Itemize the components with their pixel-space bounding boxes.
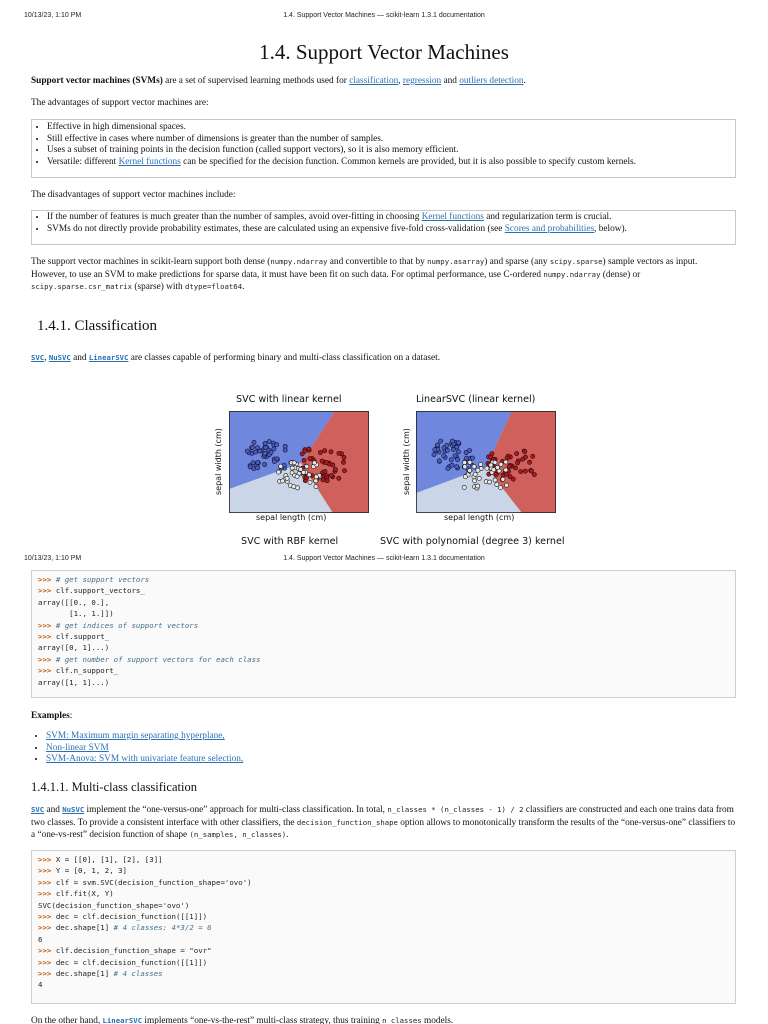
list-item (46, 743, 243, 755)
scatter-point (321, 478, 325, 482)
code-line (38, 665, 729, 676)
code-prompt: >>> (38, 877, 56, 887)
link-scores-probabilities[interactable]: Scores and probabilities (504, 223, 595, 234)
scatter-point (490, 452, 494, 456)
code-prompt: >>> (38, 957, 56, 967)
print-header (24, 12, 744, 22)
scatter-point (456, 450, 460, 454)
code-prompt: >>> (38, 946, 56, 956)
code-block-multiclass (31, 850, 736, 1004)
scatter-point (493, 460, 497, 464)
scatter-point (467, 449, 471, 453)
scatter-point (488, 480, 492, 484)
sep: , (44, 353, 49, 363)
scatter-point (323, 449, 327, 453)
scatter-point (285, 476, 289, 480)
code-prompt: >>> (38, 889, 56, 899)
inline-code: scipy.sparse (549, 257, 603, 266)
item-text: , below). (594, 223, 627, 234)
sparse-text: and convertible to that by (327, 257, 428, 267)
scatter-point (305, 464, 309, 468)
code-line (38, 888, 729, 899)
figure-ylabel: sepal width (cm) (402, 428, 411, 495)
scatter-point (513, 466, 517, 470)
code-line (38, 979, 729, 990)
scatter-point (523, 450, 527, 454)
code-line (38, 608, 729, 619)
advantages-list (32, 122, 735, 168)
section-heading-classification: 1.4.1. Classification (37, 318, 157, 334)
code-text: clf.decision_function_shape = "ovr" (55, 946, 212, 956)
code-text: clf.support_ (55, 631, 110, 641)
print-doc-title: 1.4. Support Vector Machines — scikit-learn 1.3.1 documentation (283, 12, 485, 19)
link-kernel-functions[interactable]: Kernel functions (421, 212, 484, 222)
scatter-point (302, 458, 306, 462)
scatter-point (256, 466, 260, 470)
link-example-max-margin[interactable]: SVM: Maximum margin separating hyperplane, (46, 731, 225, 741)
scatter-point (267, 440, 271, 444)
code-text: Y = [0, 1, 2, 3] (55, 866, 128, 876)
code-line (38, 934, 729, 945)
scatter-point (252, 440, 256, 444)
scatter-point (295, 474, 299, 478)
disadvantages-heading: The disadvantages of support vector machines include: (31, 190, 236, 200)
print-doc-title: 1.4. Support Vector Machines — scikit-learn 1.3.1 documentation (283, 555, 485, 562)
scatter-point (495, 465, 499, 469)
examples-list (31, 731, 243, 766)
code-line (38, 968, 729, 979)
scatter-point (314, 475, 318, 479)
scatter-point (476, 484, 480, 488)
code-comment: # get indices of support vectors (55, 620, 199, 630)
figure-svc-poly (380, 536, 610, 546)
scatter-point (532, 473, 536, 477)
print-timestamp: 10/13/23, 1:10 PM (24, 12, 82, 19)
code-line (38, 585, 729, 596)
code-line (38, 574, 729, 585)
item-text: SVMs do not directly provide probability estimates, these are calculated using an expensive five-fold cross-validation (see (47, 223, 505, 234)
scatter-point (495, 483, 499, 487)
scatter-point (473, 472, 477, 476)
code-prompt: >>> (38, 666, 56, 676)
scatter-point (470, 456, 474, 460)
disadvantages-list (32, 212, 735, 235)
inline-code: numpy.asarray (427, 257, 485, 266)
list-item (46, 731, 243, 743)
decision-plot-2 (416, 411, 556, 513)
scatter-point (251, 461, 255, 465)
code-line (38, 654, 729, 665)
inline-code: numpy.ndarray (270, 257, 328, 266)
code-text: clf.fit(X, Y) (55, 889, 114, 899)
scatter-point (308, 457, 312, 461)
scatter-point (455, 457, 459, 461)
link-linearsvc[interactable]: LinearSVC (102, 1016, 143, 1024)
link-example-nonlinear-svm[interactable]: Non-linear SVM (46, 742, 109, 753)
code-line (38, 642, 729, 653)
scatter-point (308, 480, 312, 484)
advantages-heading: The advantages of support vector machines are: (31, 98, 209, 108)
code-text: array([1, 1]...) (38, 677, 110, 687)
scatter-point (450, 439, 454, 443)
intro-sep: , (398, 76, 403, 86)
scatter-point (250, 445, 254, 449)
scatter-point (432, 453, 436, 457)
scatter-point (528, 460, 532, 464)
list-item: • Uses a subset of training points in the decision function (called support vectors), so it is also memory efficient. (47, 145, 735, 157)
code-text: clf.n_support_ (55, 666, 119, 676)
bottom-text: models. (421, 1016, 454, 1024)
list-item (46, 754, 243, 766)
scatter-point (281, 479, 285, 483)
bottom-text: implements “one-vs-the-rest” multi-class strategy, thus training (142, 1016, 383, 1024)
link-nusvc[interactable]: NuSVC (48, 353, 71, 362)
scatter-point (299, 467, 303, 471)
multiclass-text: . (286, 830, 289, 841)
print-timestamp: 10/13/23, 1:10 PM (24, 555, 82, 562)
scatter-point (333, 467, 337, 471)
figure-svc-rbf (241, 536, 381, 546)
plot-area (416, 411, 556, 513)
link-svc[interactable]: SVC (31, 805, 45, 814)
inline-code: scipy.sparse.csr_matrix (31, 282, 133, 292)
scatter-point (463, 461, 467, 465)
scatter-point (320, 459, 324, 463)
code-prompt: >>> (38, 968, 56, 978)
scatter-point (307, 473, 311, 477)
scatter-point (515, 452, 519, 456)
scatter-point (508, 475, 512, 479)
scatter-point (275, 443, 279, 447)
code-line (38, 900, 729, 911)
code-prompt: >>> (38, 575, 56, 584)
code-prompt: >>> (38, 620, 56, 630)
page-title: 1.4. Support Vector Machines (259, 40, 509, 64)
scatter-point (258, 449, 262, 453)
sparse-text: . (242, 282, 245, 293)
sparse-text: ) and sparse (any (484, 257, 550, 267)
scatter-point (504, 472, 508, 476)
multiclass-text: implement the “one-versus-one” approach for multi-class classification. In total, (84, 805, 388, 815)
code-line (38, 911, 729, 922)
disadvantages-box (31, 210, 736, 245)
scatter-point (303, 449, 307, 453)
scatter-point (507, 465, 511, 469)
scatter-point (329, 473, 333, 477)
code-text: array([0, 1]...) (38, 643, 110, 653)
code-text: clf.support_vectors_ (55, 586, 145, 596)
scatter-point (337, 476, 341, 480)
scatter-point (292, 485, 296, 489)
code-prompt: >>> (38, 654, 56, 664)
inline-code: n_classes * (n_classes - 1) / 2 (387, 805, 524, 814)
scatter-point (312, 461, 316, 465)
decision-plot-1 (229, 411, 369, 513)
scatter-point (292, 461, 296, 465)
figure-linearsvc (400, 394, 560, 534)
figure-ylabel: sepal width (cm) (214, 428, 223, 495)
scatter-point (485, 466, 489, 470)
scatter-point (324, 460, 328, 464)
scatter-point (314, 485, 318, 489)
scatter-point (472, 465, 476, 469)
list-item: • Still effective in cases where number of dimensions is greater than the number of samples. (47, 134, 735, 146)
scatter-point (256, 460, 260, 464)
code-line (38, 945, 729, 956)
code-prompt: >>> (38, 923, 56, 933)
inline-code: n_classes (382, 1016, 422, 1024)
scatter-point (501, 477, 505, 481)
scatter-point (248, 465, 252, 469)
figure-svc-linear (214, 394, 374, 534)
scatter-point (505, 483, 509, 487)
scatter-point (245, 449, 249, 453)
scatter-point (529, 469, 533, 473)
link-kernel-functions[interactable]: Kernel functions (118, 156, 181, 167)
scatter-point (307, 447, 311, 451)
code-line (38, 865, 729, 876)
link-svc[interactable]: SVC (31, 353, 45, 362)
page-2 (0, 548, 768, 1024)
scatter-point (476, 468, 480, 472)
scatter-point (290, 466, 294, 470)
item-text: and regularization term is crucial. (483, 212, 612, 222)
scatter-point (442, 446, 446, 450)
code-lines (38, 574, 729, 688)
code-line (38, 620, 729, 631)
code-line (38, 631, 729, 642)
code-prompt: >>> (38, 855, 56, 864)
scatter-point (463, 475, 467, 479)
scatter-point (325, 479, 329, 483)
scatter-point (462, 485, 466, 489)
scatter-point (479, 462, 483, 466)
scatter-point (439, 439, 443, 443)
scatter-point (498, 486, 502, 490)
scatter-point (331, 463, 335, 467)
scatter-point (342, 469, 346, 473)
multiclass-text: and (44, 805, 63, 815)
scatter-point (473, 479, 477, 483)
scatter-point (314, 479, 318, 483)
link-example-svm-anova[interactable]: SVM-Anova: SVM with univariate feature selection, (46, 754, 244, 765)
code-text: SVC(decision_function_shape='ovo') (38, 900, 190, 910)
scatter-point (504, 460, 508, 464)
scatter-point (329, 450, 333, 454)
sparse-text: (sparse) with (132, 282, 185, 293)
scatter-point (435, 443, 439, 447)
scatter-point (455, 465, 459, 469)
inline-code: decision_function_shape (296, 817, 398, 827)
sparse-paragraph (31, 256, 721, 294)
scatter-point (318, 450, 322, 454)
advantages-box (31, 119, 736, 178)
scatter-point (272, 460, 276, 464)
scatter-point (450, 463, 454, 467)
scatter-point (468, 460, 472, 464)
figure-title: SVC with polynomial (degree 3) kernel (380, 536, 565, 546)
scatter-point (449, 458, 453, 462)
scatter-point (504, 468, 508, 472)
scatter-point (323, 469, 327, 473)
scatter-point (519, 470, 523, 474)
examples-label (31, 711, 731, 723)
scatter-point (433, 448, 437, 452)
examples-label-text: Examples (31, 711, 70, 721)
scatter-point (442, 454, 446, 458)
scatter-point (505, 456, 509, 460)
scatter-point (468, 468, 472, 472)
code-line (38, 877, 729, 888)
intro-end: . (523, 76, 526, 86)
sparse-text: (dense) or (600, 269, 641, 280)
scatter-point (341, 460, 345, 464)
scatter-point (477, 476, 481, 480)
intro-text: are a set of supervised learning methods used for (162, 76, 350, 86)
scatter-point (493, 478, 497, 482)
figure-title: SVC with RBF kernel (241, 536, 339, 546)
code-comment: # get support vectors (55, 575, 150, 584)
scatter-point (521, 457, 525, 461)
scatter-point (531, 454, 535, 458)
link-outliers-detection[interactable]: outliers detection (459, 76, 524, 86)
scatter-point (342, 455, 346, 459)
code-prompt: >>> (38, 586, 56, 596)
code-text: 4 (38, 980, 43, 990)
figure-title: SVC with linear kernel (236, 394, 342, 405)
intro-bold: Support vector machines (SVMs) (31, 76, 163, 86)
inline-code: dtype=float64 (184, 282, 243, 292)
scatter-point (263, 462, 267, 466)
code-text: X = [[0], [1], [2], [3]] (55, 855, 163, 864)
scatter-point (264, 446, 268, 450)
scatter-point (499, 462, 503, 466)
scatter-point (453, 454, 457, 458)
examples-colon: : (69, 711, 73, 721)
figure-xlabel: sepal length (cm) (256, 513, 327, 522)
code-line (38, 597, 729, 608)
code-comment: # 4 classes (113, 968, 163, 978)
item-text: Versatile: different (47, 156, 119, 167)
scatter-point (457, 441, 461, 445)
scatter-point (437, 459, 441, 463)
intro-sep: and (441, 76, 460, 86)
linearsvc-paragraph (31, 1015, 731, 1024)
figure-xlabel: sepal length (cm) (444, 513, 515, 522)
link-nusvc[interactable]: NuSVC (62, 805, 85, 814)
list-item (47, 212, 735, 224)
scatter-point (337, 451, 341, 455)
multiclass-paragraph (31, 804, 736, 842)
classification-text: are classes capable of performing binary and multi-class classification on a dataset. (128, 353, 441, 363)
item-text: can be specified for the decision function. Common kernels are provided, but it is also possible to specify custom kernels. (180, 156, 636, 167)
scatter-point (263, 441, 267, 445)
scatter-point (489, 463, 493, 467)
plot-area (229, 411, 369, 513)
scatter-point (269, 450, 273, 454)
scatter-point (276, 470, 280, 474)
item-text: If the number of features is much greater than the number of samples, avoid over-fitting in choosing (47, 212, 422, 222)
sparse-text: The support vector machines in scikit-learn support both dense ( (31, 257, 271, 267)
sparse-text: ) sample vectors as input. However, to use an SVM to make predictions for sparse data, it must have been fit on such data. For optimal performance, use C-ordered (31, 257, 698, 280)
code-prompt: >>> (38, 911, 56, 921)
code-prompt: >>> (38, 866, 56, 876)
multiclass-text: option allows to monotonically transform the results of the “one-versus-one” classifiers to a “one-vs-rest” decision function of shape (31, 817, 736, 841)
scatter-point (523, 469, 527, 473)
sep: and (70, 353, 89, 363)
section-heading-multiclass: 1.4.1.1. Multi-class classification (31, 780, 197, 794)
link-linearsvc[interactable]: LinearSVC (88, 353, 129, 362)
code-line (38, 677, 729, 688)
code-line (38, 957, 729, 968)
code-text: 6 (38, 934, 43, 944)
code-text: array([[0., 0.], (38, 597, 110, 607)
scatter-point (254, 450, 258, 454)
intro-paragraph (31, 76, 731, 88)
code-text: [1., 1.]]) (38, 609, 114, 619)
inline-code: numpy.ndarray (543, 269, 601, 279)
scatter-point (263, 451, 267, 455)
bottom-text: On the other hand, (31, 1016, 103, 1024)
scatter-point (463, 465, 467, 469)
list-item: • Effective in high dimensional spaces. (47, 122, 735, 134)
link-regression[interactable]: regression (402, 76, 442, 86)
code-text: clf = svm.SVC(decision_function_shape='ovo') (55, 877, 252, 887)
scatter-point (492, 468, 496, 472)
code-block-support-vectors (31, 570, 736, 698)
multiclass-text: classifiers are constructed and each one trains data from two classes. To provide a consistent interface with other classifiers, the (31, 805, 734, 828)
link-classification[interactable]: classification (349, 76, 399, 86)
code-lines (38, 854, 729, 991)
code-text: dec = clf.decision_function([[1]]) (55, 911, 208, 921)
code-text: dec = clf.decision_function([[1]]) (55, 957, 208, 967)
scatter-point (279, 464, 283, 468)
code-line (38, 922, 729, 933)
code-comment: # get number of support vectors for each class (55, 654, 261, 664)
code-line (38, 854, 729, 865)
code-prompt: >>> (38, 631, 56, 641)
code-text: dec.shape[1] (55, 968, 114, 978)
scatter-point (446, 466, 450, 470)
figure-title: LinearSVC (linear kernel) (416, 394, 536, 405)
scatter-point (515, 461, 519, 465)
print-header (24, 555, 744, 565)
code-comment: # 4 classes: 4*3/2 = 6 (113, 923, 212, 933)
scatter-point (283, 448, 287, 452)
inline-code: (n_samples, n_classes) (189, 830, 287, 840)
list-item (47, 224, 735, 236)
scatter-point (494, 472, 498, 476)
classification-paragraph (31, 352, 731, 365)
code-text: dec.shape[1] (55, 923, 114, 933)
list-item (47, 157, 735, 169)
